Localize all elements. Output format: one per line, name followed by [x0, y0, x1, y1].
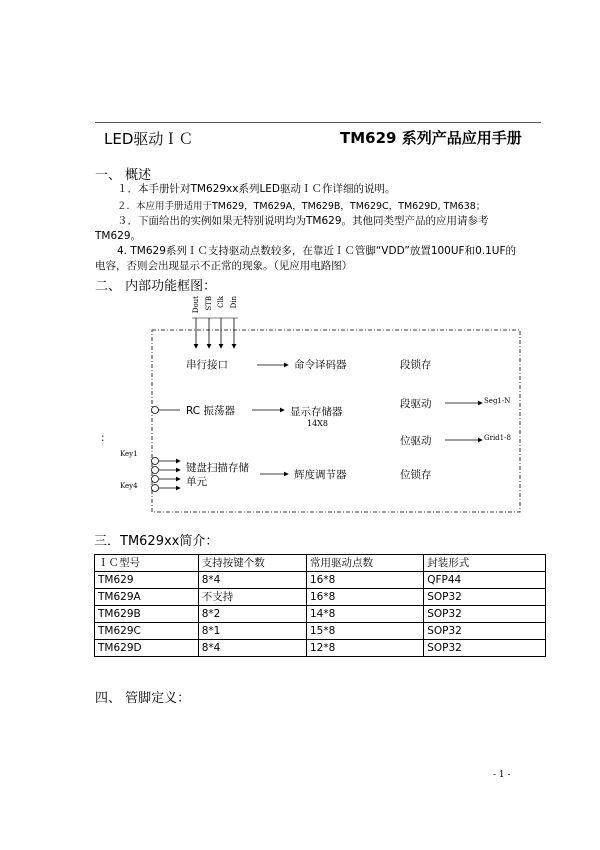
pin-label-clk: Clk: [217, 296, 225, 308]
key-pin-1: [152, 458, 159, 465]
section1-item-4-cont: 电容，否则会出现显示不正常的现象。（见应用电路图）: [95, 260, 353, 272]
pin-label-stb: STB: [205, 296, 213, 311]
table-cell: SOP32: [424, 589, 546, 606]
page-number: - 1 -: [493, 770, 511, 780]
table-header-cell: 封装形式: [424, 555, 546, 572]
table-cell: 16*8: [306, 572, 423, 589]
key4-label: Key4: [120, 482, 138, 490]
block-display-memory-size: 14X8: [307, 419, 328, 428]
block-grid-driver: 位驱动: [400, 435, 432, 447]
block-command-decoder: 命令译码器: [294, 359, 347, 371]
section2-title: 二、 内部功能框图：: [95, 279, 217, 294]
table-row: [95, 640, 546, 657]
table-cell: 8*1: [198, 623, 306, 640]
table-row: [95, 572, 546, 589]
table-cell: TM629D: [95, 640, 199, 657]
table-cell: 8*4: [198, 640, 306, 657]
table-cell: SOP32: [424, 623, 546, 640]
table-header-cell: ＩＣ型号: [95, 555, 199, 572]
block-serial-interface: 串行接口: [186, 359, 228, 371]
table-cell: SOP32: [424, 606, 546, 623]
table-cell: TM629C: [95, 623, 199, 640]
table-cell: 16*8: [306, 589, 423, 606]
table-header-cell: 支持按键个数: [198, 555, 306, 572]
table-cell: TM629: [95, 572, 199, 589]
pin-label-dout: Dout: [192, 296, 200, 314]
table-cell: QFP44: [424, 572, 546, 589]
header-rule: [95, 122, 541, 123]
header-right-title: TM629 系列产品应用手册: [340, 129, 522, 147]
block-diagram: [100, 296, 560, 515]
table-cell: 8*4: [198, 572, 306, 589]
section3-title: 三．TM629xx简介：: [94, 534, 219, 549]
section4-title: 四、 管脚定义：: [95, 691, 191, 706]
block-display-memory: 显示存储器: [290, 406, 343, 418]
key1-label: Key1: [120, 450, 138, 458]
table-cell: 不支持: [198, 589, 306, 606]
block-rc-oscillator: RC 振荡器: [186, 405, 235, 417]
block-dimmer: 辉度调节器: [294, 469, 347, 481]
table-row: [95, 606, 546, 623]
table-cell: TM629A: [95, 589, 199, 606]
section1-item-1: １．本手册针对TM629xx系列LED驱动ＩＣ作详细的说明。: [117, 183, 396, 195]
pin-label-din: Din: [230, 296, 238, 309]
table-cell: 12*8: [306, 640, 423, 657]
table-header-cell: 常用驱动点数: [306, 555, 423, 572]
section1-item-3: ３．下面给出的实例如果无特别说明均为TM629。其他同类型产品的应用请参考: [117, 215, 489, 227]
output-grid-label: Grid1-8: [484, 434, 511, 442]
block-keyscan-memory-line2: 单元: [186, 476, 207, 488]
table-header-row: [95, 555, 546, 572]
key-pin-2: [152, 467, 159, 474]
diagram-side-mark: :: [101, 432, 105, 444]
ic-spec-table: [94, 554, 546, 657]
table-cell: SOP32: [424, 640, 546, 657]
table-cell: 14*8: [306, 606, 423, 623]
block-seg-latch: 段锁存: [400, 359, 432, 371]
key-pin-3: [152, 476, 159, 483]
table-cell: 15*8: [306, 623, 423, 640]
block-grid-latch: 位锁存: [400, 469, 432, 481]
block-seg-driver: 段驱动: [400, 398, 432, 410]
section1-item-2: ２．本应用手册适用于TM629，TM629A，TM629B，TM629C，TM629D, TM638；: [117, 201, 486, 212]
block-keyscan-memory: 键盘扫描存储: [186, 462, 249, 474]
section1-item-3-cont: TM629。: [95, 230, 142, 242]
table-row: [95, 623, 546, 640]
rc-pin: [152, 407, 159, 414]
section1-item-4: 4. TM629系列ＩＣ支持驱动点数较多，在靠近ＩＣ管脚“VDD”放置100UF和0.1UF的: [117, 245, 517, 257]
table-cell: TM629B: [95, 606, 199, 623]
table-row: [95, 589, 546, 606]
section1-title: 一、 概述: [95, 168, 152, 183]
table-cell: 8*2: [198, 606, 306, 623]
key-pin-4: [152, 485, 159, 492]
header-left-title: LED驱动ＩＣ: [104, 130, 194, 148]
output-seg-label: Seg1-N: [484, 397, 511, 405]
